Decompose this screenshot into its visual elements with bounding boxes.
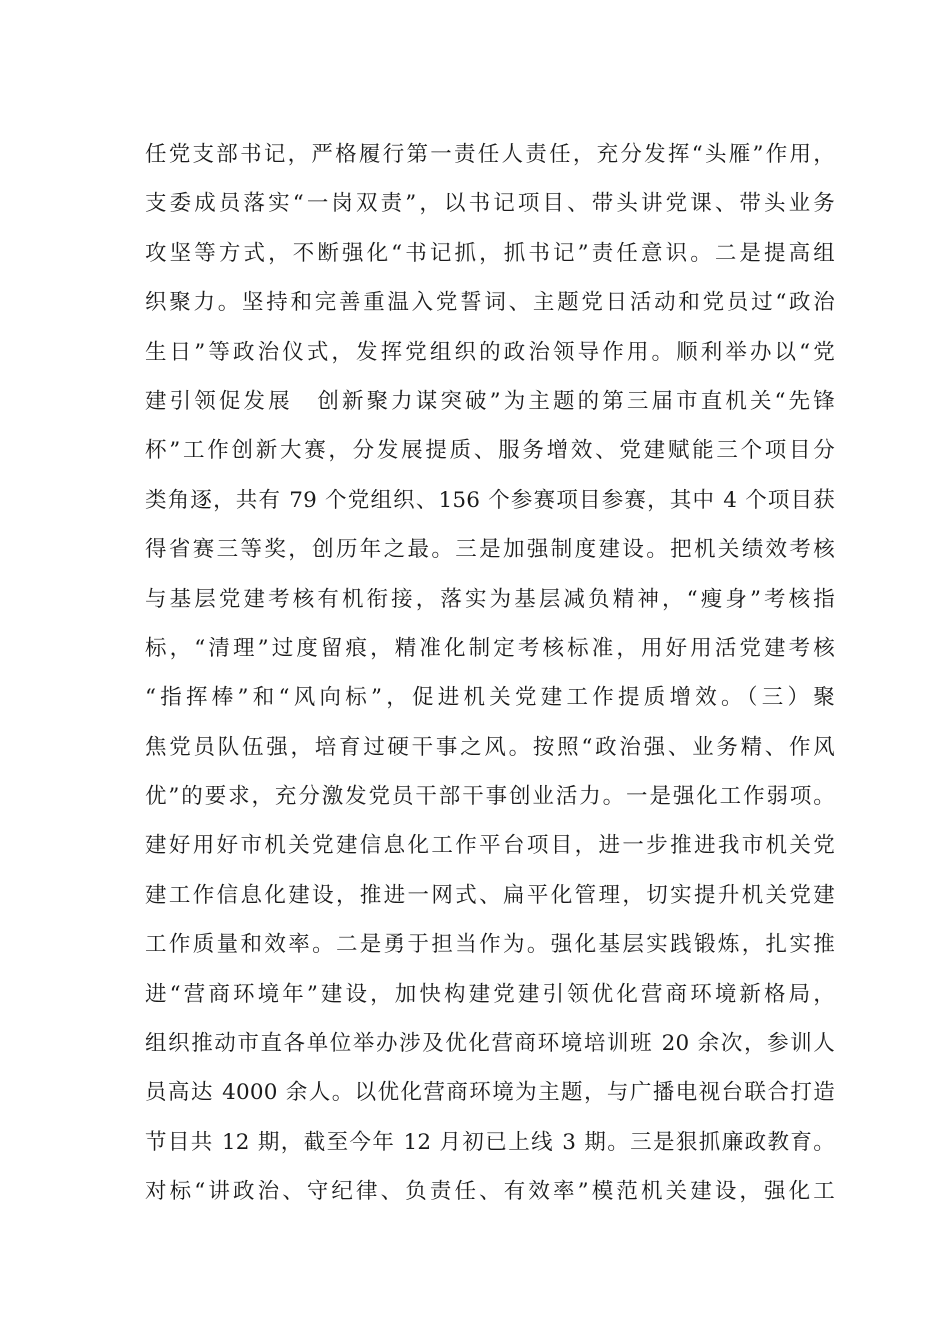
text-line: 杯”工作创新大赛，分发展提质、服务增效、党建赋能三个项目分 [145, 438, 835, 464]
text-line: 进“营商环境年”建设，加快构建党建引领优化营商环境新格局， [145, 981, 835, 1007]
text-line: 员高达 4000 余人。以优化营商环境为主题，与广播电视台联合打造 [145, 1080, 835, 1106]
text-line: 与基层党建考核有机衔接，落实为基层减负精神，“瘦身”考核指 [145, 586, 835, 612]
text-line: 得省赛三等奖，创历年之最。三是加强制度建设。把机关绩效考核 [145, 537, 835, 563]
text-line: 建工作信息化建设，推进一网式、扁平化管理，切实提升机关党建 [145, 882, 835, 908]
text-line: 攻坚等方式，不断强化“书记抓，抓书记”责任意识。二是提高组 [145, 240, 835, 266]
text-line: 类角逐，共有 79 个党组织、156 个参赛项目参赛，其中 4 个项目获 [145, 487, 835, 513]
text-line: 节目共 12 期，截至今年 12 月初已上线 3 期。三是狠抓廉政教育。 [145, 1129, 835, 1155]
text-line: 任党支部书记，严格履行第一责任人责任，充分发挥“头雁”作用， [145, 142, 835, 167]
text-line: 支委成员落实“一岗双责”，以书记项目、带头讲党课、带头业务 [145, 191, 835, 217]
body-paragraph [145, 130, 835, 1217]
text-line: 建引领促发展 创新聚力谋突破”为主题的第三届市直机关“先锋 [145, 388, 835, 414]
text-line: 焦党员队伍强，培育过硬干事之风。按照“政治强、业务精、作风 [145, 734, 835, 760]
text-line: “指挥棒”和“风向标”，促进机关党建工作提质增效。（三）聚 [145, 685, 835, 711]
text-line: 生日”等政治仪式，发挥党组织的政治领导作用。顺利举办以“党 [145, 339, 835, 365]
text-line: 工作质量和效率。二是勇于担当作为。强化基层实践锻炼，扎实推 [145, 932, 835, 958]
text-line: 组织推动市直各单位举办涉及优化营商环境培训班 20 余次，参训人 [145, 1031, 835, 1057]
text-line: 建好用好市机关党建信息化工作平台项目，进一步推进我市机关党 [145, 833, 835, 859]
text-line: 对标“讲政治、守纪律、负责任、有效率”模范机关建设，强化工 [145, 1179, 835, 1205]
text-line: 优”的要求，充分激发党员干部干事创业活力。一是强化工作弱项。 [145, 784, 835, 810]
text-line: 织聚力。坚持和完善重温入党誓词、主题党日活动和党员过“政治 [145, 290, 835, 316]
text-line: 标，“清理”过度留痕，精准化制定考核标准，用好用活党建考核 [145, 635, 835, 661]
